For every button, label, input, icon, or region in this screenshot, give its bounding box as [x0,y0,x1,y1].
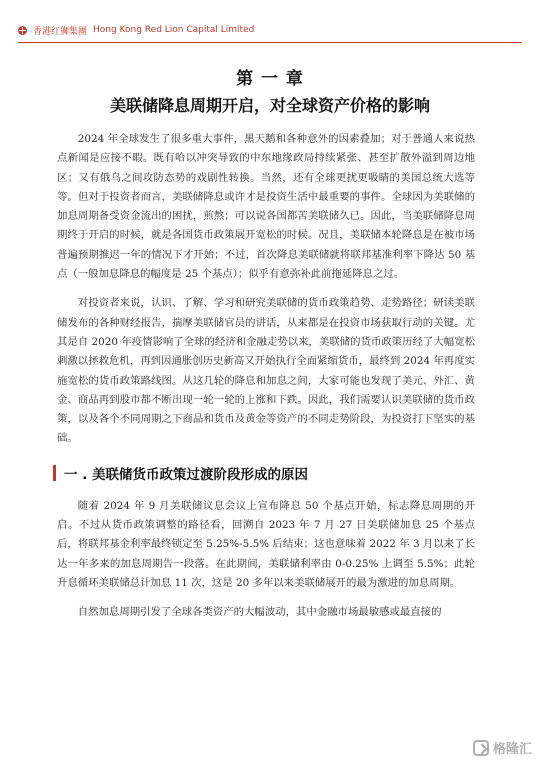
watermark [473,738,532,757]
body-paragraph-1: 2024 年全球发生了很多重大事件，黑天鹅和各种意外的因素叠加；对于普通人来说热点新闻是应接不暇。既有哈以冲突导致的中东地缘政局持续紧张、甚至扩散外溢到周边地区；又有俄乌之间攻防态势的戏剧性转换。当然，还有全球更扰更吸睛的美国总统大选等等。但对于投资者而言，美联储降息或许才是投资生活中最重要的事件。全球因为美联储的加息周期备受资金流出的困扰，煎熬；可以说各国都苦美联储久已。因此，当美联储降息周期终于开启的时候，就是各国货币政策展开宽松的时候。况且，美联储本轮降息是在被市场普遍预期推迟一年的情况下才开始；不过，首次降息美联储就将联邦基准利率下降达 50 基点（一般加息降息的幅度是 25 个基点）；似乎有意弥补此前拖延降息之过。 [57,133,475,281]
section-heading [53,463,475,483]
org-name-english: Hong Kong Red Lion Capital Limited [93,25,255,35]
section-paragraph-1: 随着 2024 年 9 月美联储议息会议上宣布降息 50 个基点开始，标志降息周期的开启。不过从货币政策调整的路径看，回溯自 2023 年 7 月 27 日美联储加息 25 个基点后，将联邦基金利率最终锁定至 5.25%-5.5% 后结束；这也意味着 2022 年 3 月以来了长达一年多来的加息周期告一段落。在此期间，美联储利率由 0-0.25% 上调至 5.5%；此轮升息循环美联储总计加息 11 次，这是 20 多年以来美联储展开的最为激进的加息周期。 [57,499,475,589]
section-paragraph-2: 自然加息周期引发了全球各类资产的大幅波动，其中金融市场最敏感或最直接的 [77,606,442,619]
watermark-text: 格隆汇 [492,742,532,757]
chapter-number: 第 一 章 [236,69,304,89]
section-title: 一 . 美联储货币政策过渡阶段形成的原因 [64,466,309,483]
document-body [57,130,475,633]
gelonghui-logo-icon [473,740,489,756]
red-lion-logo-icon [18,26,27,35]
page-header [18,18,522,43]
section-accent-bar [53,465,56,481]
org-name-chinese: 香港红狮集團 [33,26,88,37]
body-paragraph-2: 对投资者来说，认识、了解、学习和研究美联储的货币政策趋势、走势路径；研读美联储发布的各种财经报告，揣摩美联储官员的讲话，从来都是在投资市场获取行动的关键。尤其是自 2020 年疫情影响了全球的经济和金融走势以来，美联储的货币政策历经了大幅宽松刺激以拯救危机，再到因通胀创历史新高又开始执行全面紧缩货币，最终到 2024 年再度实施宽松的货币政策路线图。从这几轮的降息和加息之间，大家可能也发现了美元、外汇、黄金、商品再到股市都不断出现一轮一轮的上涨和下跌。因此，我们需要认识美联储的货币政策，以及各个不同周期之下商品和货币及黄金等资产的不同走势阶段，为投资打下坚实的基础。 [57,297,475,445]
chapter-title: 美联储降息周期开启，对全球资产价格的影响 [109,96,430,115]
